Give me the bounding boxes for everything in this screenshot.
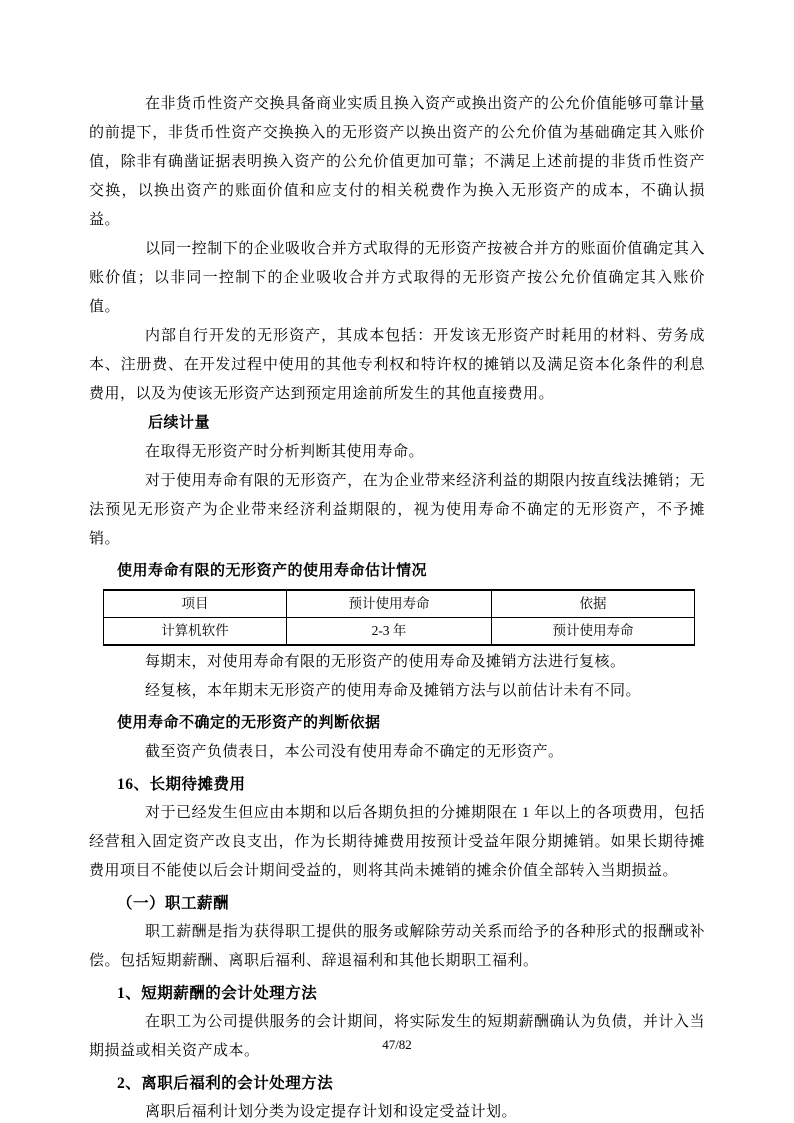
heading-short-term-remuneration-method: 1、短期薪酬的会计处理方法: [117, 985, 318, 1002]
table-header-row: [104, 590, 695, 618]
heading-section-16-long-term-deferred-expenses: 16、长期待摊费用: [117, 776, 246, 793]
paragraph-review-result: 经复核，本年期末无形资产的使用寿命及摊销方法与以前估计未有不同。: [145, 683, 642, 699]
paragraph-amortization-method: 对于使用寿命有限的无形资产，在为企业带来经济利益的期限内按直线法摊销；无法预见无形资产为企业带来经济利益期限的，视为使用寿命不确定的无形资产，不予摊销。: [89, 473, 705, 547]
heading-uncertain-life-basis: 使用寿命不确定的无形资产的判断依据: [117, 715, 381, 731]
table-header-expected-life: 预计使用寿命: [287, 590, 492, 618]
document-body: [89, 90, 705, 1123]
paragraph-nonmonetary-exchange: 在非货币性资产交换具备商业实质且换入资产或换出资产的公允价值能够可靠计量的前提下，非货币性资产交换换入的无形资产以换出资产的公允价值为基础确定其入账价值，除非有确凿证据表明换入资产的公允价值更加可靠；不满足上述前提的非货币性资产交换，以换出资产的账面价值和应支付的相关税费作为换入无形资产的成本，不确认损益。: [89, 96, 705, 228]
heading-subsequent-measurement: 后续计量: [148, 415, 211, 431]
paragraph-short-term-remuneration-accounting: 在职工为公司提供服务的会计期间，将实际发生的短期薪酬确认为负债，并计入当期损益或相关资产成本。: [89, 1014, 705, 1059]
useful-life-table: [103, 589, 695, 646]
page-number: 47/82: [382, 1037, 412, 1052]
paragraph-long-term-deferred-expenses: 对于已经发生但应由本期和以后各期负担的分摊期限在 1 年以上的各项费用，包括经营租入固定资产改良支出，作为长期待摊费用按预计受益年限分期摊销。如果长期待摊费用项目不能使以后会计期间受益的，则将其尚未摊销的摊余价值全部转入当期损益。: [89, 805, 705, 879]
table-row: [104, 618, 695, 646]
table-cell-item: 计算机软件: [104, 618, 287, 646]
paragraph-merger-acquired: 以同一控制下的企业吸收合并方式取得的无形资产按被合并方的账面价值确定其入账价值；以非同一控制下的企业吸收合并方式取得的无形资产按公允价值确定其入账价值。: [89, 241, 705, 315]
table-cell-expected-life: 2-3 年: [287, 618, 492, 646]
heading-post-employment-benefit-method: 2、离职后福利的会计处理方法: [117, 1075, 334, 1092]
paragraph-analyze-useful-life: 在取得无形资产时分析判断其使用寿命。: [145, 444, 425, 460]
paragraph-period-end-review: 每期末，对使用寿命有限的无形资产的使用寿命及摊销方法进行复核。: [145, 654, 626, 670]
paragraph-staff-remuneration-definition: 职工薪酬是指为获得职工提供的服务或解除劳动关系而给予的各种形式的报酬或补偿。包括短期薪酬、离职后福利、辞退福利和其他长期职工福利。: [89, 924, 705, 969]
paragraph-post-employment-benefit-plans: 离职后福利计划分类为设定提存计划和设定受益计划。: [145, 1104, 518, 1120]
heading-staff-remuneration: （一）职工薪酬: [117, 895, 230, 912]
heading-useful-life-estimate: 使用寿命有限的无形资产的使用寿命估计情况: [117, 563, 428, 579]
table-cell-basis: 预计使用寿命: [492, 618, 695, 646]
paragraph-internal-development-cost: 内部自行开发的无形资产，其成本包括：开发该无形资产时耗用的材料、劳务成本、注册费、在开发过程中使用的其他专利权和特许权的摊销以及满足资本化条件的利息费用，以及为使该无形资产达到预定用途前所发生的其他直接费用。: [89, 328, 705, 402]
table-header-basis: 依据: [492, 590, 695, 618]
paragraph-no-uncertain-life-assets: 截至资产负债表日，本公司没有使用寿命不确定的无形资产。: [145, 744, 564, 760]
table-header-item: 项目: [104, 590, 287, 618]
